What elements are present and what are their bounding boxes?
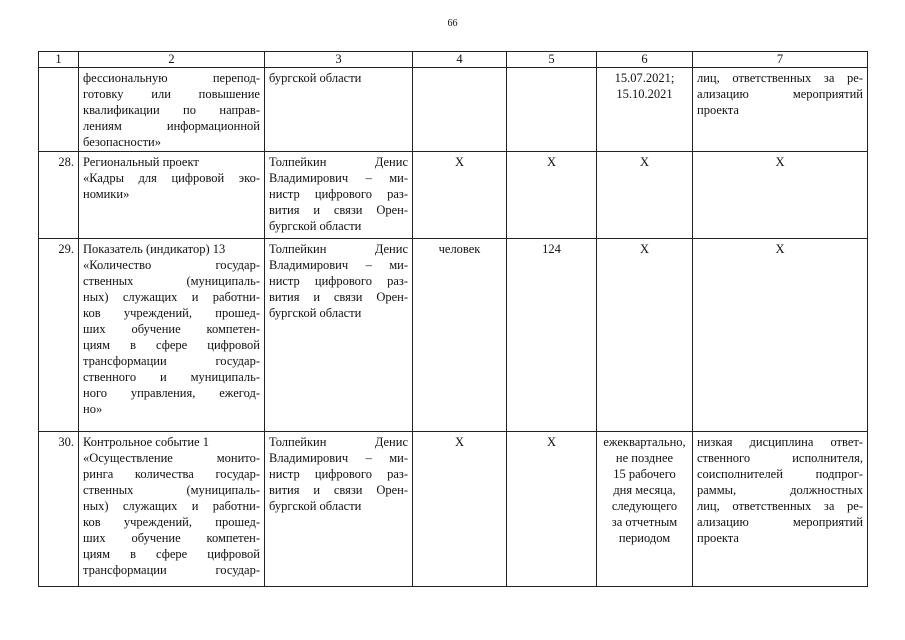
row-name-line: ных) служащих и работни-	[83, 290, 260, 304]
row-name-line: Региональный проект	[83, 155, 199, 169]
row-name-cell	[79, 432, 265, 587]
row-risk-line: X	[775, 242, 785, 256]
table-row	[39, 239, 868, 432]
row-risk-line: ализацию мероприятий	[697, 87, 863, 101]
row-responsible-cell	[265, 239, 413, 432]
row-term-line: X	[639, 242, 650, 256]
row-number: 30.	[39, 432, 79, 587]
row-name-line: циям в сфере цифровой	[83, 338, 260, 352]
row-responsible-line: Толпейкин Денис	[269, 435, 408, 449]
row-unit: X	[413, 152, 507, 239]
row-name-line: безопасности»	[83, 135, 161, 149]
row-responsible-cell	[265, 152, 413, 239]
row-name-line: ных) служащих и работни-	[83, 499, 260, 513]
row-responsible-line: нистр цифрового раз-	[269, 274, 408, 288]
row-term-cell	[597, 68, 693, 152]
row-term-line: дня месяца,	[613, 483, 676, 497]
row-name-line: «Осуществление монито-	[83, 451, 260, 465]
row-responsible-line: бургской области	[269, 71, 362, 85]
row-name-line: ственного и муниципаль-	[83, 370, 260, 384]
row-term-cell	[597, 152, 693, 239]
row-name-line: «Кадры для цифровой эко-	[83, 171, 260, 185]
row-term-line: не позднее	[615, 451, 674, 465]
row-responsible-line: Владимирович – ми-	[269, 258, 408, 272]
row-risk-line: проекта	[697, 103, 739, 117]
row-name-line: фессиональную перепод-	[83, 71, 260, 85]
plan-table	[38, 51, 868, 587]
row-name-line: ственных (муниципаль-	[83, 274, 260, 288]
row-name-line: «Количество государ-	[83, 258, 260, 272]
header-row	[39, 52, 868, 68]
row-name-line: Показатель (индикатор) 13	[83, 242, 226, 256]
column-header: 5	[507, 52, 597, 68]
row-responsible-line: Толпейкин Денис	[269, 155, 408, 169]
row-term-line: за отчетным	[611, 515, 678, 529]
row-name-line: квалификации по направ-	[83, 103, 260, 117]
row-name-line: трансформации государ-	[83, 354, 260, 368]
row-risk-cell	[693, 68, 868, 152]
row-responsible-line: Владимирович – ми-	[269, 171, 408, 185]
table-row	[39, 152, 868, 239]
row-risk-line: соисполнителей подпрог-	[697, 467, 863, 481]
row-name-line: ших обучение компетен-	[83, 322, 260, 336]
row-responsible-line: вития и связи Орен-	[269, 483, 408, 497]
row-number	[39, 68, 79, 152]
row-responsible-line: Владимирович – ми-	[269, 451, 408, 465]
row-risk-line: лиц, ответственных за ре-	[697, 71, 863, 85]
table-row	[39, 432, 868, 587]
row-risk-line: ственного исполнителя,	[697, 451, 863, 465]
row-name-line: номики»	[83, 187, 130, 201]
row-name-line: но»	[83, 402, 103, 416]
row-value	[507, 68, 597, 152]
row-responsible-line: вития и связи Орен-	[269, 203, 408, 217]
column-header: 1	[39, 52, 79, 68]
row-term-line: ежеквартально,	[603, 435, 686, 449]
row-name-line: ственных (муниципаль-	[83, 483, 260, 497]
row-name-line: Контрольное событие 1	[83, 435, 209, 449]
row-risk-line: низкая дисциплина ответ-	[697, 435, 863, 449]
row-name-line: готовку или повышение	[83, 87, 260, 101]
row-risk-cell	[693, 432, 868, 587]
row-term-cell	[597, 432, 693, 587]
row-responsible-line: Толпейкин Денис	[269, 242, 408, 256]
row-name-line: ринга количества государ-	[83, 467, 260, 481]
row-name-line: ков учреждений, прошед-	[83, 515, 260, 529]
row-name-cell	[79, 239, 265, 432]
row-risk-line: раммы, должностных	[697, 483, 863, 497]
row-unit: человек	[413, 239, 507, 432]
row-term-line: X	[639, 155, 650, 169]
row-risk-cell	[693, 239, 868, 432]
page-number: 66	[447, 18, 458, 29]
row-risk-cell	[693, 152, 868, 239]
column-header: 6	[597, 52, 693, 68]
row-responsible-cell	[265, 432, 413, 587]
row-name-line: циям в сфере цифровой	[83, 547, 260, 561]
row-responsible-line: вития и связи Орен-	[269, 290, 408, 304]
row-name-line: ного управления, ежегод-	[83, 386, 260, 400]
row-name-line: ков учреждений, прошед-	[83, 306, 260, 320]
column-header: 7	[693, 52, 868, 68]
column-header: 3	[265, 52, 413, 68]
row-risk-line: проекта	[697, 531, 739, 545]
row-unit: X	[413, 432, 507, 587]
row-name-line: ших обучение компетен-	[83, 531, 260, 545]
row-term-line: 15 рабочего	[613, 467, 676, 481]
row-term-line: следующего	[611, 499, 678, 513]
row-number: 29.	[39, 239, 79, 432]
row-responsible-line: нистр цифрового раз-	[269, 187, 408, 201]
row-value: X	[507, 432, 597, 587]
row-name-cell	[79, 68, 265, 152]
row-term-line: периодом	[618, 531, 671, 545]
row-responsible-line: бургской области	[269, 499, 362, 513]
row-value: 124	[507, 239, 597, 432]
row-name-cell	[79, 152, 265, 239]
row-name-line: лениям информационной	[83, 119, 260, 133]
table-row	[39, 68, 868, 152]
row-risk-line: лиц, ответственных за ре-	[697, 499, 863, 513]
row-risk-line: ализацию мероприятий	[697, 515, 863, 529]
row-term-line: 15.10.2021	[616, 87, 673, 101]
row-responsible-line: бургской области	[269, 219, 362, 233]
row-term-cell	[597, 239, 693, 432]
row-risk-line: X	[775, 155, 785, 169]
column-header: 2	[79, 52, 265, 68]
row-responsible-line: нистр цифрового раз-	[269, 467, 408, 481]
row-value: X	[507, 152, 597, 239]
row-number: 28.	[39, 152, 79, 239]
row-responsible-cell	[265, 68, 413, 152]
row-unit	[413, 68, 507, 152]
row-name-line: трансформации государ-	[83, 563, 260, 577]
row-responsible-line: бургской области	[269, 306, 362, 320]
row-term-line: 15.07.2021;	[614, 71, 675, 85]
column-header: 4	[413, 52, 507, 68]
